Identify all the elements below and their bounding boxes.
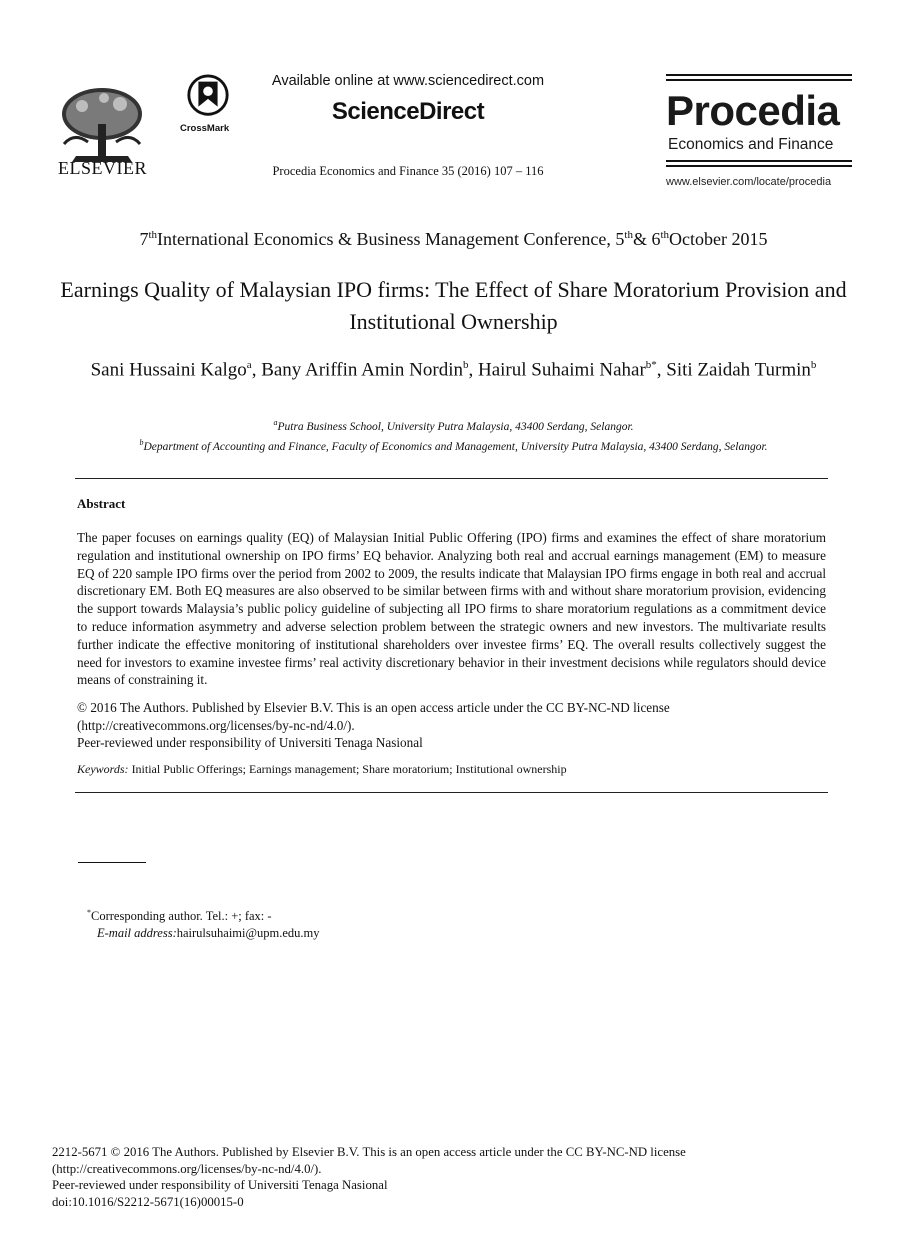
brand-rule <box>666 165 852 167</box>
paper-title: Earnings Quality of Malaysian IPO firms: The Effect of Share Moratorium Provision and Institutional Ownership <box>60 277 847 334</box>
author-list <box>60 352 847 383</box>
procedia-name: Procedia <box>666 87 840 134</box>
peer-review-line: Peer-reviewed under responsibility of Universiti Tenaga Nasional <box>52 1178 388 1192</box>
peer-review-line: Peer-reviewed under responsibility of Universiti Tenaga Nasional <box>77 735 423 750</box>
affiliations <box>40 415 867 455</box>
author-separator: , <box>251 359 262 381</box>
author-affiliation-mark: a <box>246 359 252 371</box>
corresponding-author <box>87 904 320 925</box>
license-link[interactable]: (http://creativecommons.org/licenses/by-nc-nd/4.0/). <box>52 1161 322 1176</box>
conference-text: October 2015 <box>669 229 768 249</box>
author-separator: , <box>656 359 667 381</box>
issn-copyright-line: 2212-5671 © 2016 The Authors. Published by Elsevier B.V. This is an open access article under the CC BY-NC-ND license <box>52 1145 686 1159</box>
superscript: th <box>624 229 633 241</box>
email-line <box>87 925 320 942</box>
conference-number: 7 <box>139 229 149 249</box>
procedia-subtitle: Economics and Finance <box>668 136 834 153</box>
author-name: Hairul Suhaimi Nahar <box>477 359 646 381</box>
abstract-heading: Abstract <box>77 496 126 511</box>
sciencedirect-brand: ScienceDirect <box>331 98 485 125</box>
abstract-body: The paper focuses on earnings quality (EQ) of Malaysian Initial Public Offering (IPO) firms and examines the effect of share moratorium regulation and institutional ownership on IPO firms’ EQ behavior. Analyzing both real and accrual earnings management (EM) to measure EQ of 220 sample IPO firms over the period from 2002 to 2009, the results indicate that Malaysian IPO firms engage in both real and accrual discretionary EM. Both EQ measures are also observed to be similar between firms with and without share moratorium provision, evidencing the support towards Malaysia’s public policy guideline of subjecting all IPO firms to share moratorium regulations as a commitment device to reduce information asymmetry and adverse selection problem between the strategic owners and new investors. The multivariate results further indicate the effective monitoring of institutional shareholders over investee firms’ EQ. The overall results collectively suggest the need for investors to examine investee firms’ real activity discretionary behavior in their investment decisions while regulators should device means of constraining it. <box>77 530 826 688</box>
affiliation-mark: a <box>273 418 278 427</box>
affiliation-line <box>40 415 867 435</box>
brand-rule <box>666 74 852 76</box>
affiliation-text: Department of Accounting and Finance, Faculty of Economics and Management, University Putra Malaysia, 43400 Serdang, Selangor. <box>143 440 768 453</box>
author-affiliation-mark: b <box>810 359 817 371</box>
footnote <box>87 904 320 942</box>
superscript: th <box>660 229 670 241</box>
available-online-text: Available online at www.sciencedirect.com <box>271 73 545 89</box>
license-line: © 2016 The Authors. Published by Elsevier B.V. This is an open access article under the CC BY-NC-ND license <box>77 700 670 715</box>
conference-text: & 6 <box>632 229 661 249</box>
elsevier-wordmark: ELSEVIER <box>58 158 147 178</box>
section-divider <box>75 792 828 793</box>
affiliation-mark: b <box>139 437 144 447</box>
conference-text: International Economics & Business Management Conference, 5 <box>157 229 625 249</box>
procedia-brand <box>666 74 854 192</box>
author-name: Sani Hussaini Kalgo <box>90 359 247 381</box>
conference-line <box>0 229 907 250</box>
affiliation-line <box>40 435 867 455</box>
license-block <box>77 699 777 752</box>
affiliation-text: Putra Business School, University Putra Malaysia, 43400 Serdang, Selangor. <box>277 420 634 433</box>
author-affiliation-mark: b <box>462 359 469 371</box>
author-name: Bany Ariffin Amin Nordin <box>261 359 463 381</box>
corresponding-text: Corresponding author. Tel.: +; fax: - <box>91 909 272 924</box>
crossmark-badge[interactable] <box>180 74 236 134</box>
license-link[interactable]: (http://creativecommons.org/licenses/by-nc-nd/4.0/). <box>77 717 355 733</box>
keywords-label: Keywords: <box>77 762 129 776</box>
superscript: th <box>148 229 158 241</box>
footnote-star: * <box>87 908 91 917</box>
keywords-list: Initial Public Offerings; Earnings management; Share moratorium; Institutional ownership <box>131 762 567 776</box>
email-address[interactable]: hairulsuhaimi@upm.edu.my <box>176 926 320 941</box>
procedia-url[interactable]: www.elsevier.com/locate/procedia <box>666 176 832 188</box>
email-label: E-mail address: <box>97 926 177 941</box>
section-divider <box>75 478 828 479</box>
brand-rule <box>666 160 852 162</box>
doi-line[interactable]: doi:10.1016/S2212-5671(16)00015-0 <box>52 1194 244 1209</box>
author-name: Siti Zaidah Turmin <box>666 359 811 381</box>
author-affiliation-mark: b* <box>645 359 657 371</box>
copyright-footer <box>52 1144 852 1210</box>
author-separator: , <box>468 359 478 381</box>
journal-reference: Procedia Economics and Finance 35 (2016) 107 – 116 <box>272 164 544 178</box>
crossmark-label: CrossMark <box>180 123 230 134</box>
footnote-rule <box>78 862 146 863</box>
crossmark-icon <box>180 74 236 120</box>
brand-rule <box>666 79 852 81</box>
keywords <box>77 762 826 777</box>
